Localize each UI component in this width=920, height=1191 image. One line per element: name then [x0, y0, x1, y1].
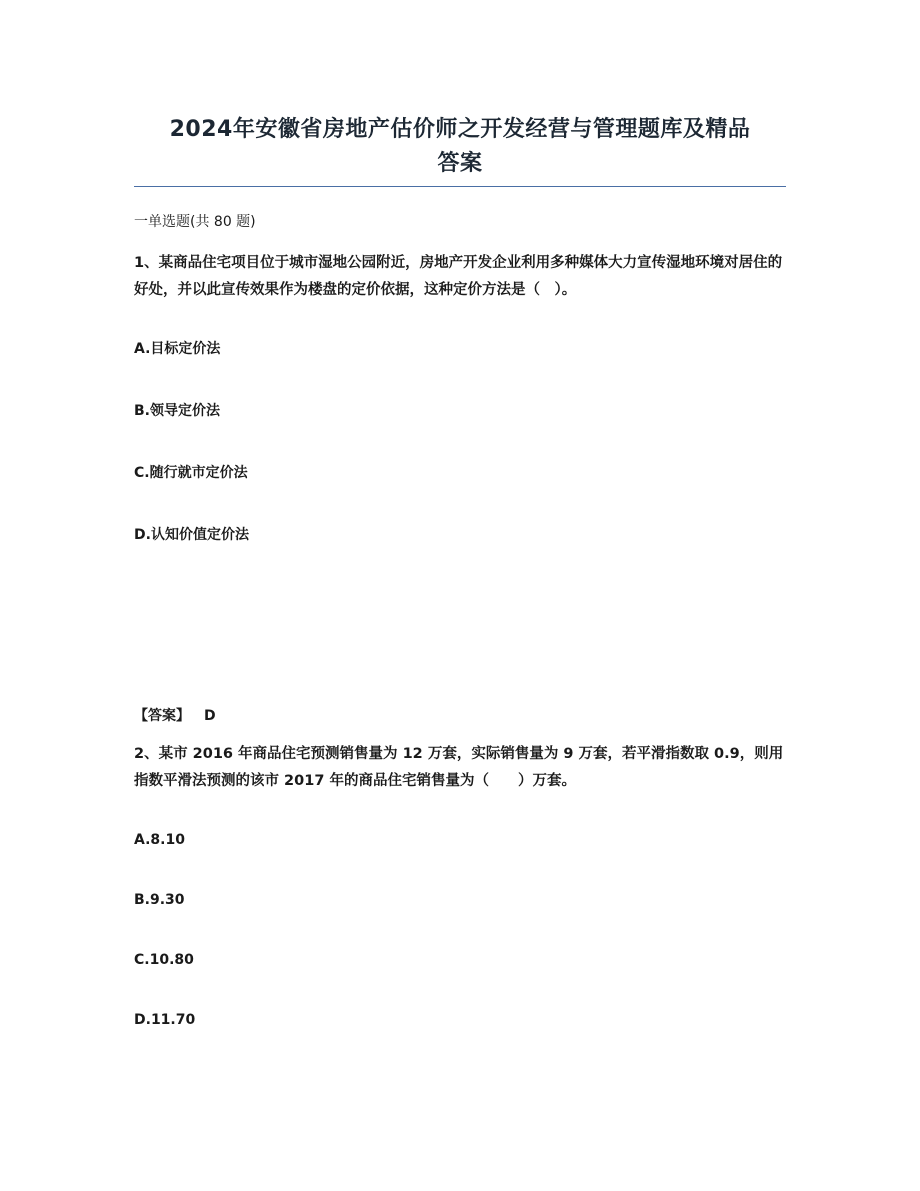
- section-label: 一单选题(共 80 题): [134, 214, 256, 230]
- question-1-option-a: A.目标定价法: [134, 341, 221, 357]
- title-line-1: 2024年安徽省房地产估价师之开发经营与管理题库及精品: [169, 117, 751, 142]
- question-2-text: 2、某市 2016 年商品住宅预测销售量为 12 万套，实际销售量为 9 万套，若平滑指数取 0.9，则用指数平滑法预测的该市 2017 年的商品住宅销售量为（ ）万套。: [134, 746, 784, 789]
- question-1-option-d: D.认知价值定价法: [134, 527, 249, 543]
- document-title: [134, 113, 786, 181]
- question-1-answer: [134, 706, 216, 726]
- question-1-option-c: C.随行就市定价法: [134, 465, 248, 481]
- title-line-2: 答案: [437, 151, 483, 176]
- question-1-text: 1、某商品住宅项目位于城市湿地公园附近，房地产开发企业利用多种媒体大力宣传湿地环境对居住的好处，并以此宣传效果作为楼盘的定价依据，这种定价方法是（ ）。: [134, 255, 783, 298]
- question-2-option-d: D.11.70: [134, 1012, 196, 1028]
- title-divider: [134, 186, 786, 187]
- question-2-option-c: C.10.80: [134, 952, 194, 968]
- answer-value: D: [204, 708, 216, 724]
- question-2-option-a: A.8.10: [134, 832, 185, 848]
- question-2-option-b: B.9.30: [134, 892, 185, 908]
- answer-label: 【答案】: [134, 708, 190, 724]
- question-1-option-b: B.领导定价法: [134, 403, 220, 419]
